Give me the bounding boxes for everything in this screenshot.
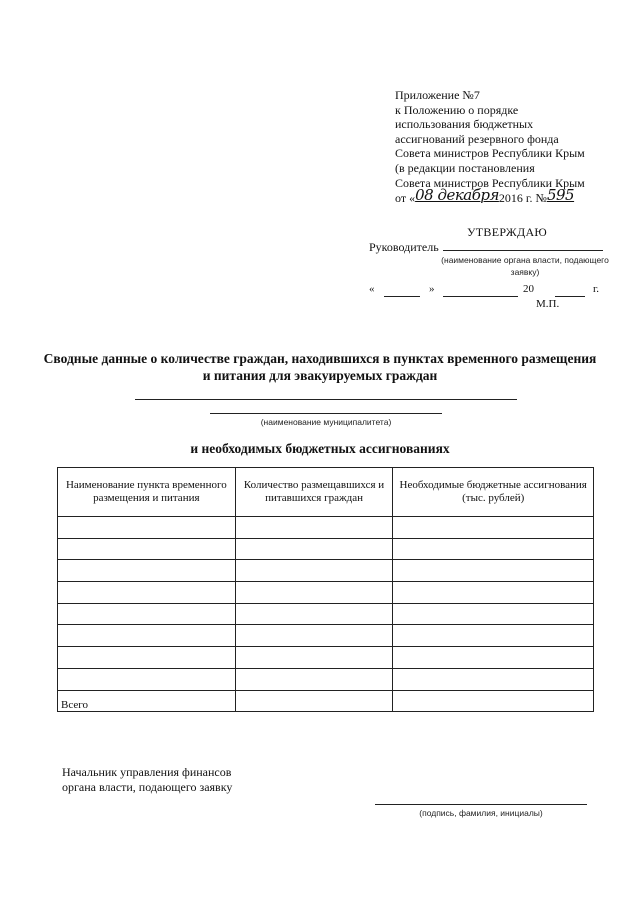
annex-line: Совета министров Республики Крым [395,146,585,161]
stamp-mark: М.П. [536,298,560,310]
annex-line: (в редакции постановления [395,160,535,175]
cell[interactable] [235,603,393,625]
cell[interactable] [393,538,594,560]
annex-line: Совета министров Республики Крым [395,175,585,190]
table-row [58,625,594,647]
cell[interactable] [235,560,393,582]
cell[interactable] [58,647,236,669]
cell[interactable] [235,625,393,647]
cell[interactable] [235,517,393,539]
table-row [58,668,594,690]
signature-caption: (подпись, фамилия, инициалы) [419,808,543,818]
annex-line: Приложение №7 [395,88,480,102]
table-header-row [58,468,594,517]
annex-line: к Положению о порядке [395,102,519,117]
column-header-budget: Необходимые бюджетные ассигнования (тыс. рублей) [393,468,594,517]
handwritten-number: 595 [546,186,575,205]
cell[interactable] [58,625,236,647]
cell[interactable] [393,668,594,690]
document-subtitle: и необходимых бюджетных ассигнованиях [190,441,450,456]
year-prefix: 20 [523,283,534,295]
table-row [58,603,594,625]
signature-line [375,804,587,805]
total-label: Всего [58,690,236,712]
signatory-title-line1: Начальник управления финансов [62,765,232,779]
cell[interactable] [393,625,594,647]
cell[interactable] [393,517,594,539]
cell[interactable] [58,582,236,604]
annex-header [395,88,585,206]
cell[interactable] [235,647,393,669]
quote-close: » [429,283,435,295]
head-label: Руководитель [369,240,439,254]
column-header-point: Наименование пункта временного размещения и питания [58,468,236,517]
cell[interactable] [235,582,393,604]
table-body [58,517,594,712]
cell[interactable] [235,668,393,690]
month-line [443,296,518,297]
cell[interactable] [58,560,236,582]
cell[interactable] [58,668,236,690]
document-title: Сводные данные о количестве граждан, находившихся в пунктах временного размещения и питания для эвакуируемых граждан [43,351,597,383]
head-signature-line [443,250,603,251]
cell[interactable] [58,517,236,539]
table-row [58,582,594,604]
total-count-cell[interactable] [235,690,393,712]
cell[interactable] [393,582,594,604]
cell[interactable] [58,603,236,625]
org-caption: (наименование органа власти, подающего заявку) [441,255,609,277]
year-line [555,296,585,297]
handwritten-date: 08 декабря [415,186,499,205]
table-total-row [58,690,594,712]
annex-line: ассигнований резервного фонда [395,131,559,146]
municipality-line [210,413,442,414]
assignments-table [57,467,594,712]
table-row [58,647,594,669]
annex-date-line [395,186,585,206]
date-prefix: от « [395,191,416,206]
table-row [58,517,594,539]
cell[interactable] [235,538,393,560]
cell[interactable] [393,647,594,669]
date-year: 2016 г. № [498,191,547,206]
cell[interactable] [393,560,594,582]
day-line [384,296,420,297]
signatory-block [62,765,232,795]
annex-line: использования бюджетных [395,117,534,132]
table-row [58,560,594,582]
approval-title: УТВЕРЖДАЮ [467,225,548,239]
municipality-caption: (наименование муниципалитета) [260,417,392,427]
quote-open: « [369,283,375,295]
title-underline [135,399,517,400]
column-header-count: Количество размещавшихся и питавшихся граждан [235,468,393,517]
cell[interactable] [58,538,236,560]
total-budget-cell[interactable] [393,690,594,712]
cell[interactable] [393,603,594,625]
table-row [58,538,594,560]
year-suffix: г. [593,283,600,295]
signatory-title-line2: органа власти, подающего заявку [62,780,233,794]
